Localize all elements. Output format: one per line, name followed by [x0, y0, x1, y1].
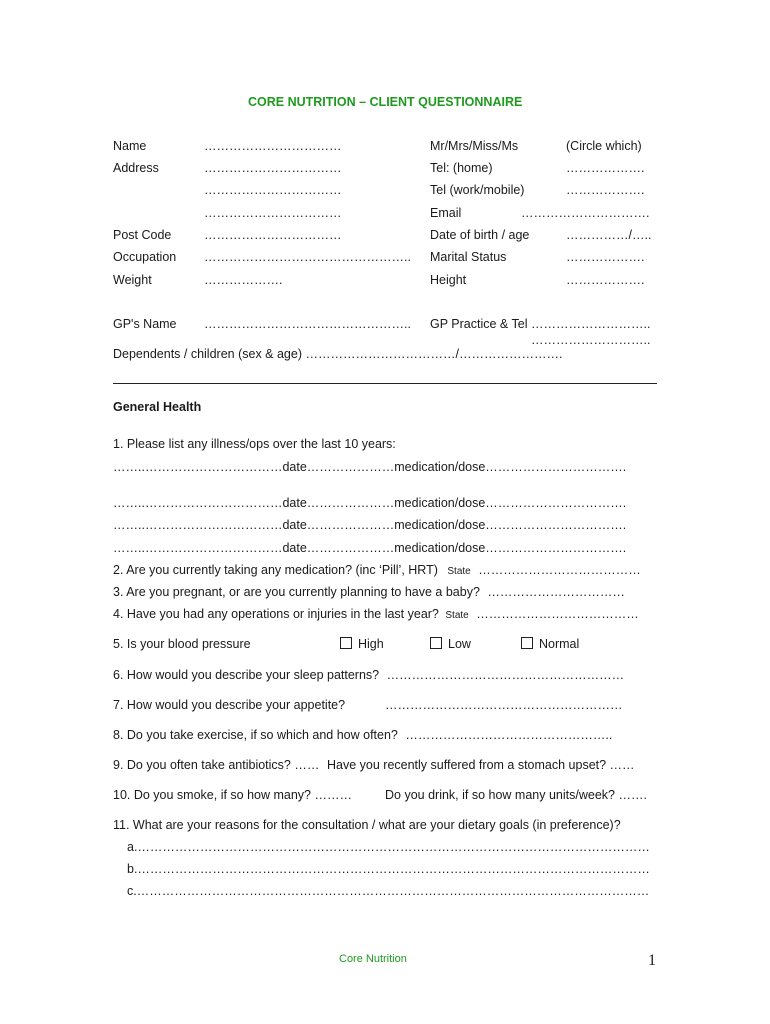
label-marital: Marital Status [430, 250, 507, 264]
label-tel-work: Tel (work/mobile) [430, 183, 525, 197]
bp-normal-label: Normal [539, 637, 580, 651]
label-post-code: Post Code [113, 228, 172, 242]
tel-work-field[interactable]: ………………. [566, 183, 645, 197]
bp-high-label: High [358, 637, 384, 651]
q1-text: 1. Please list any illness/ops over the last 10 years: [113, 437, 396, 451]
q4-state-label: State [445, 610, 469, 621]
q3-text: 3. Are you pregnant, or are you currently planning to have a baby? [113, 585, 480, 599]
gp-practice-field[interactable]: GP Practice & Tel ……………………….. [430, 317, 651, 331]
q2-state-label: State [447, 566, 471, 577]
label-gp-name: GP's Name [113, 317, 177, 331]
q4-row [113, 606, 639, 624]
checkbox-icon[interactable] [430, 637, 442, 649]
name-field[interactable]: …………………………… [204, 139, 342, 153]
gp-practice-field-2[interactable]: ……………………….. [531, 333, 651, 347]
illness-line-3[interactable]: ……..……………………………date…………………medication/dose……………………………. [113, 518, 627, 532]
dependents-field[interactable]: Dependents / children (sex & age) ………………………………/……………………. [113, 347, 563, 361]
post-code-field[interactable]: …………………………… [204, 228, 342, 242]
q3-answer-field[interactable]: …………………………… [487, 585, 625, 599]
q6-row [113, 667, 624, 683]
bp-high-option[interactable] [340, 636, 384, 652]
page-number: 1 [648, 952, 656, 969]
q10b-field[interactable]: Do you drink, if so how many units/week? ……. [385, 788, 647, 802]
tel-home-field[interactable]: ………………. [566, 161, 645, 175]
label-height: Height [430, 273, 467, 287]
q8-text: 8. Do you take exercise, if so which and how often? [113, 728, 398, 742]
illness-line-1[interactable]: ……..……………………………date…………………medication/dose……………………………. [113, 460, 627, 474]
label-email: Email [430, 206, 462, 220]
q3-row [113, 584, 625, 600]
q8-answer-field[interactable]: ………………………………………….. [405, 728, 613, 742]
q9b-field[interactable]: Have you recently suffered from a stomach upset? …… [327, 758, 635, 772]
q8-row [113, 727, 612, 743]
address-field-2[interactable]: …………………………… [204, 183, 342, 197]
q9a-field[interactable]: 9. Do you often take antibiotics? …… [113, 758, 320, 772]
goal-line-b[interactable]: b.…………………………………………………………………………………………………………… [127, 862, 650, 876]
q2-text: 2. Are you currently taking any medication? (inc ‘Pill’, HRT) [113, 563, 438, 577]
q11-text: 11. What are your reasons for the consultation / what are your dietary goals (in preference)? [113, 818, 621, 832]
label-title-options: Mr/Mrs/Miss/Ms [430, 139, 519, 153]
q5-text: 5. Is your blood pressure [113, 637, 251, 651]
height-field[interactable]: ………………. [566, 273, 645, 287]
label-tel-home: Tel: (home) [430, 161, 493, 175]
bp-low-label: Low [448, 637, 471, 651]
q2-answer-field[interactable]: ………………………………… [478, 563, 641, 577]
goal-line-a[interactable]: a.…………………………………………………………………………………………………………… [127, 840, 650, 854]
label-occupation: Occupation [113, 250, 177, 264]
dob-field[interactable]: ……………/….. [566, 228, 652, 242]
q4-answer-field[interactable]: ………………………………… [476, 607, 639, 621]
bp-low-option[interactable] [430, 636, 471, 652]
q6-text: 6. How would you describe your sleep patterns? [113, 668, 380, 682]
goal-line-c[interactable]: c.…………………………………………………………………………………………………………… [127, 884, 650, 898]
occupation-field[interactable]: ………………………………………….. [204, 250, 411, 264]
illness-line-2[interactable]: ……..……………………………date…………………medication/dose……………………………. [113, 496, 627, 510]
label-weight: Weight [113, 273, 152, 287]
label-dob: Date of birth / age [430, 228, 530, 242]
checkbox-icon[interactable] [340, 637, 352, 649]
label-name: Name [113, 139, 147, 153]
bp-normal-option[interactable] [521, 636, 579, 652]
checkbox-icon[interactable] [521, 637, 533, 649]
illness-line-4[interactable]: ……..……………………………date…………………medication/dose……………………………. [113, 541, 627, 555]
email-field[interactable]: …………………………. [521, 206, 650, 220]
label-circle-which: (Circle which) [566, 139, 642, 153]
q7-answer-field[interactable]: ………………………………………………… [385, 698, 623, 712]
weight-field[interactable]: ………………. [204, 273, 283, 287]
q4-text: 4. Have you had any operations or injuries in the last year? [113, 607, 439, 621]
section-divider [113, 383, 657, 384]
q10a-field[interactable]: 10. Do you smoke, if so how many? ……… [113, 788, 352, 802]
q6-answer-field[interactable]: ………………………………………………… [386, 668, 625, 682]
marital-field[interactable]: ………………. [566, 250, 645, 264]
q2-row [113, 562, 641, 580]
footer-label: Core Nutrition [339, 953, 407, 965]
label-address: Address [113, 161, 159, 175]
page-title: CORE NUTRITION – CLIENT QUESTIONNAIRE [248, 95, 523, 109]
address-field-1[interactable]: …………………………… [204, 161, 342, 175]
q7-text: 7. How would you describe your appetite? [113, 698, 346, 712]
general-health-heading: General Health [113, 400, 202, 414]
gp-name-field[interactable]: ………………………………………….. [204, 317, 411, 331]
address-field-3[interactable]: …………………………… [204, 206, 342, 220]
